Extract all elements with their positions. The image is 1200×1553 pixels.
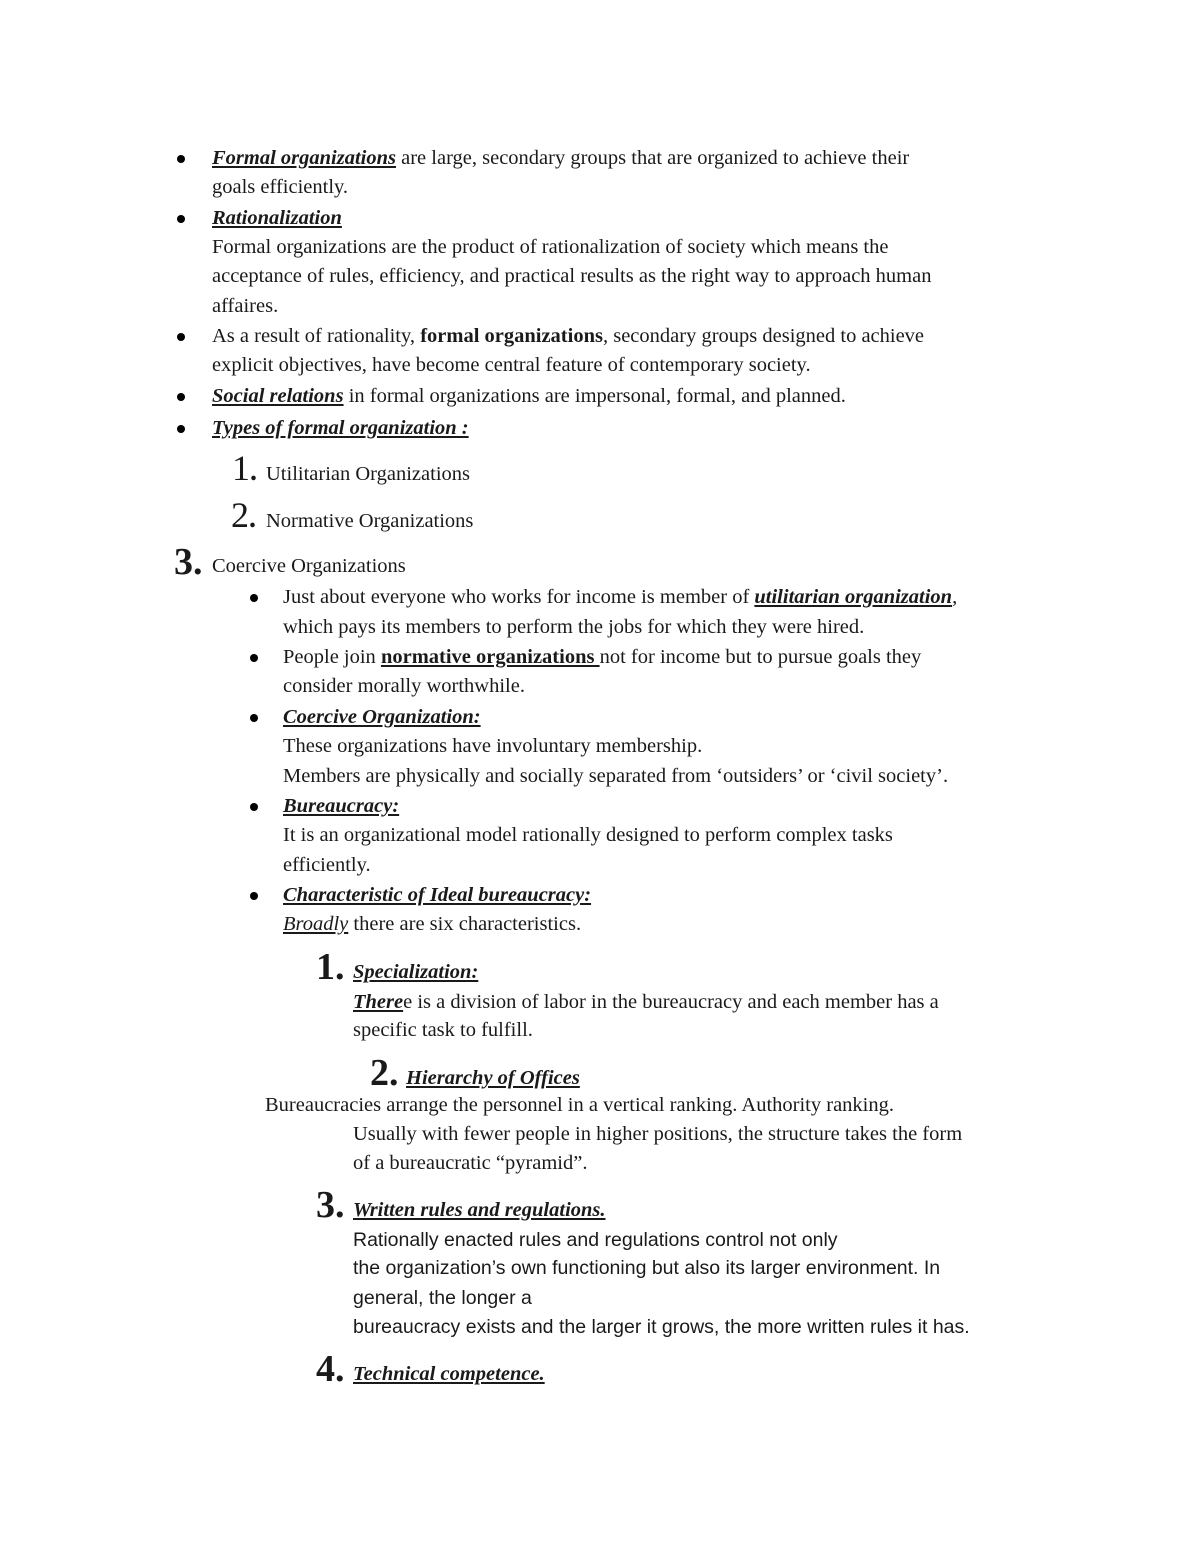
bullet-icon [177,215,185,223]
specialization-line-1 [353,988,939,1016]
types-term: Types of formal organization : [212,417,469,439]
type-number-2: 2. [231,495,256,535]
utilitarian-pre: Just about everyone who works for income is member of [283,586,755,608]
formal-orgs-term: Formal organizations [212,147,396,169]
formal-orgs-text: are large, secondary groups that are organized to achieve their [396,147,910,169]
bullet-icon [250,594,258,602]
utilitarian-line-1 [283,583,957,611]
utilitarian-post: , [952,586,958,608]
bullet-icon [250,714,258,722]
utilitarian-line-2: which pays its members to perform the jobs for which they were hired. [283,616,865,638]
coercive-line-1: These organizations have involuntary membership. [283,735,703,757]
hierarchy-title: Hierarchy of Offices [406,1067,580,1089]
rationalization-line-1: Formal organizations are the product of rationalization of society which means the [212,236,889,258]
characteristic-number-1: 1. [316,946,345,988]
bullet-icon [177,425,185,433]
bureaucracy-term: Bureaucracy: [283,795,400,817]
bureaucracy-line-1: It is an organizational model rationally designed to perform complex tasks [283,824,893,846]
rationality-line-2: explicit objectives, have become central feature of contemporary society. [212,354,811,376]
formal-orgs-line-1 [212,144,909,172]
specialization-text: e is a division of labor in the bureaucracy and each member has a [403,991,939,1013]
social-relations-text: in formal organizations are impersonal, formal, and planned. [343,385,846,407]
rationalization-line-2: acceptance of rules, efficiency, and practical results as the right way to approach human [212,265,932,287]
bullet-icon [177,155,185,163]
social-relations-line [212,382,846,410]
written-rules-title: Written rules and regulations. [353,1199,606,1221]
bullet-icon [177,393,185,401]
rationalization-line-3: affaires. [212,295,279,317]
formal-orgs-line-2: goals efficiently. [212,176,349,198]
specialization-title: Specialization: [353,961,479,983]
characteristic-number-2: 2. [370,1052,399,1094]
bureaucracy-line-2: efficiently. [283,854,371,876]
hierarchy-line-2: Usually with fewer people in higher positions, the structure takes the form [353,1123,963,1145]
normative-pre: People join [283,646,381,668]
ideal-bureaucracy-term: Characteristic of Ideal bureaucracy: [283,884,592,906]
rationality-line-1 [212,322,924,350]
normative-line-1 [283,643,921,671]
coercive-line-2: Members are physically and socially separated from ‘outsiders’ or ‘civil society’. [283,765,949,787]
written-rules-line-1: Rationally enacted rules and regulations control not only [353,1229,838,1251]
written-rules-line-4: bureaucracy exists and the larger it grows, the more written rules it has. [353,1316,970,1338]
rationalization-term: Rationalization [212,207,342,229]
hierarchy-line-1: Bureaucracies arrange the personnel in a vertical ranking. Authority ranking. [265,1094,894,1116]
utilitarian-term: utilitarian organization [754,586,953,608]
broadly-word: Broadly [283,913,349,935]
normative-line-2: consider morally worthwhile. [283,675,525,697]
hierarchy-line-3: of a bureaucratic “pyramid”. [353,1152,588,1174]
specialization-line-2: specific task to fulfill. [353,1019,533,1041]
specialization-there: There [353,991,404,1013]
characteristic-number-3: 3. [316,1184,345,1226]
type-normative: Normative Organizations [266,510,474,532]
technical-competence-title: Technical competence. [353,1363,545,1385]
type-number-3: 3. [174,541,203,583]
type-utilitarian: Utilitarian Organizations [266,463,470,485]
written-rules-line-2: the organization’s own functioning but also its larger environment. In [353,1257,941,1279]
characteristic-number-4: 4. [316,1348,345,1390]
bullet-icon [250,803,258,811]
bullet-icon [250,892,258,900]
rationality-post: , secondary groups designed to achieve [602,325,925,347]
rationality-pre: As a result of rationality, [212,325,421,347]
social-relations-term: Social relations [212,385,344,407]
rationality-bold: formal organizations [420,325,603,347]
coercive-term: Coercive Organization: [283,706,481,728]
bullet-icon [177,333,185,341]
type-coercive: Coercive Organizations [212,555,406,577]
written-rules-line-3: general, the longer a [353,1287,532,1309]
type-number-1: 1. [232,448,257,488]
normative-post: not for income but to pursue goals they [599,646,922,668]
bullet-icon [250,654,258,662]
broadly-line [283,910,581,938]
normative-term: normative organizations [380,646,600,668]
broadly-text: there are six characteristics. [348,913,582,935]
